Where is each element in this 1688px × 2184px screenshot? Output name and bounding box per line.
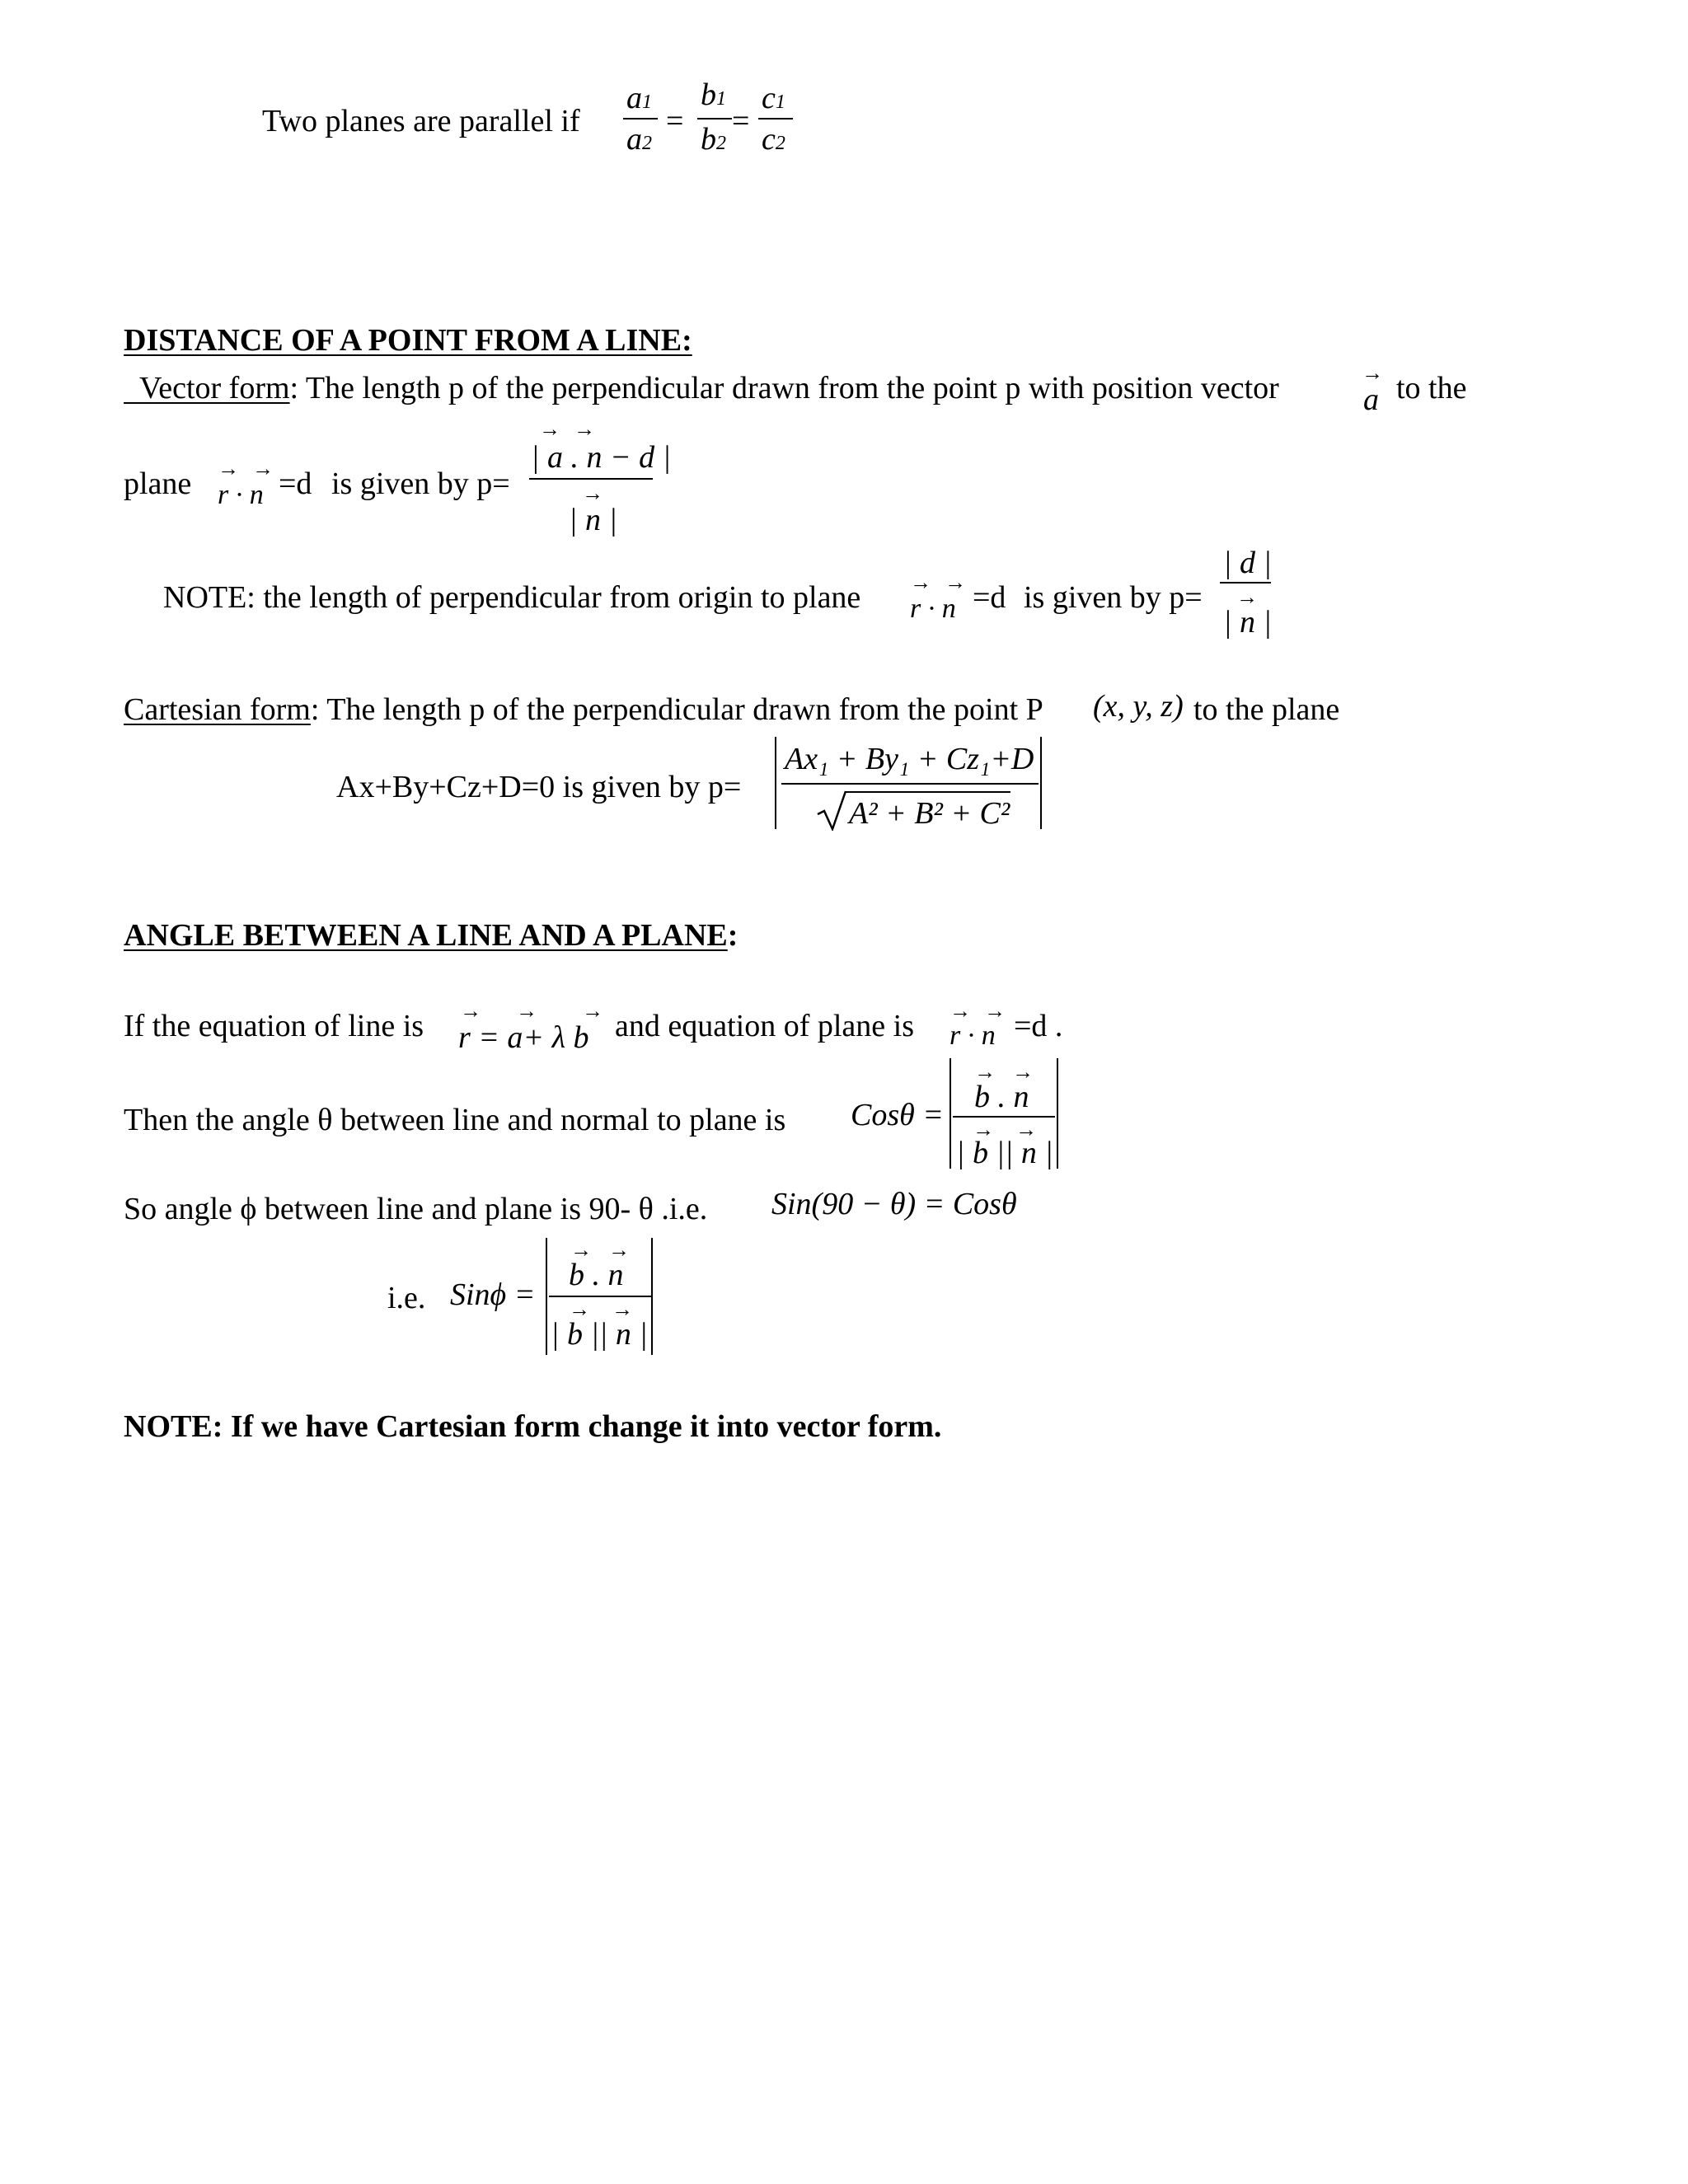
b-dot-n-numerator: b . n <box>974 1080 1029 1114</box>
sin-phi-label: Sinϕ = <box>450 1277 536 1312</box>
b-n-denominator: | b || n | <box>551 1317 648 1352</box>
plane-equation: r · n <box>950 1020 996 1051</box>
arrow-symbol: → <box>574 417 595 441</box>
arrow-symbol: → <box>582 999 603 1023</box>
cos-theta-label: Cosθ = <box>851 1098 944 1132</box>
arrow-symbol: → <box>1012 1060 1034 1084</box>
given-by-text: is given by p= <box>1024 580 1203 615</box>
arrow-symbol: → <box>1015 1118 1037 1141</box>
subscript-1: 1 <box>642 91 652 113</box>
fraction-bar <box>697 118 732 120</box>
abs-bar-left <box>950 1058 951 1169</box>
abs-bar-right <box>1057 1058 1058 1169</box>
equals-d: =d <box>279 466 312 501</box>
abs-bar-left <box>775 737 776 829</box>
arrow-symbol: → <box>608 1238 630 1262</box>
arrow-symbol: → <box>1362 361 1383 385</box>
fraction-bar <box>781 783 1039 785</box>
arrow-symbol: → <box>539 417 560 441</box>
arrow-symbol: → <box>460 999 481 1023</box>
plane-equals-d: =d . <box>1014 1009 1063 1043</box>
b1-symbol: b <box>701 77 716 112</box>
fraction-bar <box>529 478 653 480</box>
plane-equation-text: and equation of plane is <box>615 1009 915 1043</box>
point-coordinates: (x, y, z) <box>1093 689 1184 724</box>
parallel-condition-text: Two planes are parallel if <box>262 104 580 138</box>
equals-sign: = <box>732 104 750 138</box>
arrow-symbol: → <box>1236 585 1258 609</box>
subscript-2: 2 <box>642 133 652 154</box>
note-denominator: | n | <box>1223 605 1272 640</box>
c1-symbol: c <box>762 81 776 115</box>
arrow-symbol: → <box>252 457 274 480</box>
cartesian-denominator: A² + B² + C² <box>849 796 1010 831</box>
b-dot-n-numerator: b . n <box>569 1258 624 1292</box>
equals-d: =d <box>973 580 1006 615</box>
section-heading-angle: ANGLE BETWEEN A LINE AND A PLANE: <box>124 918 738 953</box>
sin-identity: Sin(90 − θ) = Cosθ <box>771 1187 1017 1221</box>
arrow-symbol: → <box>950 999 971 1023</box>
note-numerator: | d | <box>1223 546 1272 580</box>
given-by-text: is given by p= <box>331 466 510 501</box>
to-the-text: to the <box>1396 371 1467 405</box>
arrow-symbol: → <box>984 999 1006 1023</box>
arrow-symbol: → <box>910 570 931 594</box>
abs-bar-right <box>1040 737 1042 829</box>
arrow-symbol: → <box>570 1238 592 1262</box>
arrow-symbol: → <box>218 457 239 480</box>
to-the-plane-text: to the plane <box>1193 692 1340 727</box>
r-dot-n: r · n <box>910 593 956 624</box>
subscript-1: 1 <box>775 91 785 113</box>
abs-bar-right <box>651 1238 653 1355</box>
note-origin-text: NOTE: the length of perpendicular from origin to plane <box>163 580 861 615</box>
subscript-1: 1 <box>716 88 726 110</box>
fraction-bar <box>953 1116 1055 1118</box>
fraction-bar <box>623 118 658 120</box>
distance-numerator: | a . n − d | <box>531 440 672 475</box>
then-angle-text: Then the angle θ between line and normal to plane is <box>124 1103 786 1137</box>
a2-symbol: a <box>626 122 642 157</box>
line-equation-text: If the equation of line is <box>124 1009 424 1043</box>
vector-form-text: : The length p of the perpendicular drawn from the point p with position vector <box>289 371 1279 405</box>
abs-bar-left <box>546 1238 547 1355</box>
distance-denominator: | n | <box>569 503 617 537</box>
b2-symbol: b <box>701 122 716 157</box>
plane-word: plane <box>124 466 192 501</box>
fraction-bar <box>549 1296 651 1297</box>
subscript-2: 2 <box>716 133 726 154</box>
vector-form-paragraph <box>124 373 1279 404</box>
arrow-symbol: → <box>569 1297 590 1321</box>
cartesian-form-paragraph <box>124 694 1043 725</box>
subscript-2: 2 <box>775 133 785 154</box>
fraction-bar <box>1220 582 1271 583</box>
arrow-symbol: → <box>612 1297 633 1321</box>
ie-text: i.e. <box>387 1281 426 1315</box>
cartesian-equation-text: Ax+By+Cz+D=0 is given by p= <box>336 770 742 804</box>
arrow-symbol: → <box>974 1060 996 1084</box>
arrow-symbol: → <box>582 481 603 505</box>
equals-sign: = <box>666 104 684 138</box>
fraction-bar <box>758 118 793 120</box>
arrow-symbol: → <box>973 1118 994 1141</box>
cartesian-note: NOTE: If we have Cartesian form change it into vector form. <box>124 1409 942 1444</box>
line-equation: r = a+ λ b <box>458 1020 589 1055</box>
cartesian-numerator: Ax₁ + By₁ + Cz₁+D <box>785 742 1034 776</box>
arrow-symbol: → <box>516 999 537 1023</box>
sqrt-icon <box>816 790 849 835</box>
sqrt-overline <box>846 791 1010 793</box>
r-dot-n: r · n <box>218 480 264 510</box>
c2-symbol: c <box>762 122 776 157</box>
section-heading-distance: DISTANCE OF A POINT FROM A LINE: <box>124 323 692 358</box>
a1-symbol: a <box>626 81 642 115</box>
so-angle-text: So angle ϕ between line and plane is 90- θ .i.e. <box>124 1192 708 1226</box>
b-n-denominator: | b || n | <box>956 1136 1053 1170</box>
arrow-symbol: → <box>945 570 966 594</box>
vector-a-symbol: a <box>1363 382 1379 417</box>
cartesian-form-text: : The length p of the perpendicular drawn from the point P <box>310 692 1043 727</box>
cartesian-form-label: Cartesian form <box>124 692 311 727</box>
vector-form-label: Vector form <box>139 371 290 405</box>
